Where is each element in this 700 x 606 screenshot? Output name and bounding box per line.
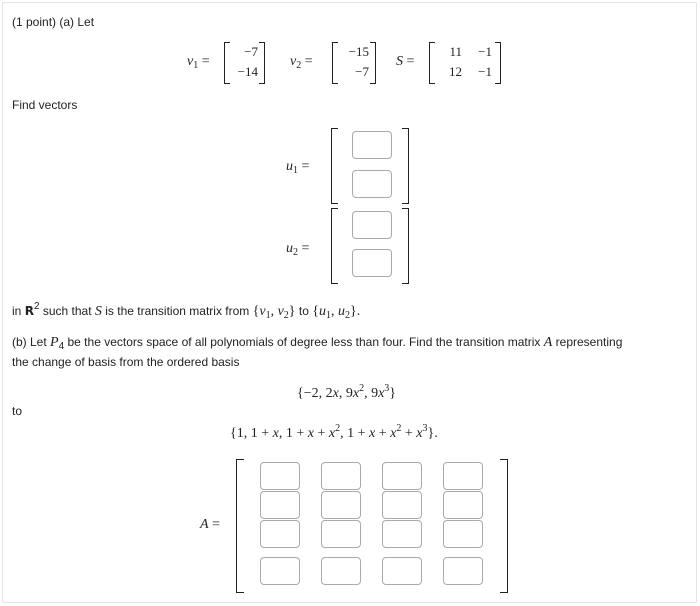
problem-header: (1 point) (a) Let [12,15,95,29]
part-b-line-1: (b) Let $P_4$ be the vectors space of all polynomials of degree less than four. Find the transition matrix A representing [12,335,623,352]
find-vectors-text: Find vectors [12,98,78,112]
part-b-line-2: the change of basis from the ordered basis [12,355,240,369]
a-entry-1-2-input[interactable] [321,462,361,490]
transition-statement: in $R^2$ such that S is the transition matrix from {$v_1$, $v_2$} to {$u_1$, $u_2$}. [12,301,361,321]
s-entry-2-2: −1 [478,64,492,79]
a-entry-2-4-input[interactable] [443,491,483,519]
a-entry-3-3-input[interactable] [382,520,422,548]
s-entry-2-1: 12 [449,64,462,79]
s-label: S = [396,54,415,69]
v2-entry-1: −15 [348,44,369,59]
a-bracket-left [236,459,244,593]
s-entry-1-1: 11 [449,44,462,59]
v1-entry-1: −7 [244,44,258,59]
v1-label: $v_1$ = [187,54,210,71]
a-bracket-right [500,459,508,593]
a-entry-4-4-input[interactable] [443,557,483,585]
u1-entry-1-input[interactable] [352,131,392,159]
a-entry-4-1-input[interactable] [260,557,300,585]
s-bracket-right [495,42,501,84]
v1-entry-2: −14 [237,64,258,79]
a-entry-1-4-input[interactable] [443,462,483,490]
u1-bracket-left [331,128,338,204]
u1-bracket-right [402,128,409,204]
a-entry-1-3-input[interactable] [382,462,422,490]
ordered-basis-to: {1, 1 + x, $1 + x + x^2$, $1 + x + x^2 + x^3$}. [230,423,438,441]
a-entry-4-3-input[interactable] [382,557,422,585]
to-label: to [12,404,23,418]
u2-entry-1-input[interactable] [352,211,392,239]
s-entry-1-2: −1 [478,44,492,59]
a-entry-4-2-input[interactable] [321,557,361,585]
u2-bracket-left [331,208,338,284]
v2-entry-2: −7 [355,64,369,79]
a-entry-2-2-input[interactable] [321,491,361,519]
u2-label: $u_2$ = [286,241,310,258]
a-entry-2-3-input[interactable] [382,491,422,519]
a-entry-1-1-input[interactable] [260,462,300,490]
a-entry-2-1-input[interactable] [260,491,300,519]
a-label: A = [200,517,220,532]
a-entry-3-4-input[interactable] [443,520,483,548]
u1-label: $u_1$ = [286,159,310,176]
v1-bracket-right [259,42,265,84]
v2-bracket-right [370,42,376,84]
v2-label: $v_2$ = [290,54,313,71]
u2-entry-2-input[interactable] [352,249,392,277]
ordered-basis-from: {−2, 2x, $9x^2$, $9x^3$} [297,383,397,401]
a-entry-3-1-input[interactable] [260,520,300,548]
u1-entry-2-input[interactable] [352,170,392,198]
a-entry-3-2-input[interactable] [321,520,361,548]
u2-bracket-right [402,208,409,284]
